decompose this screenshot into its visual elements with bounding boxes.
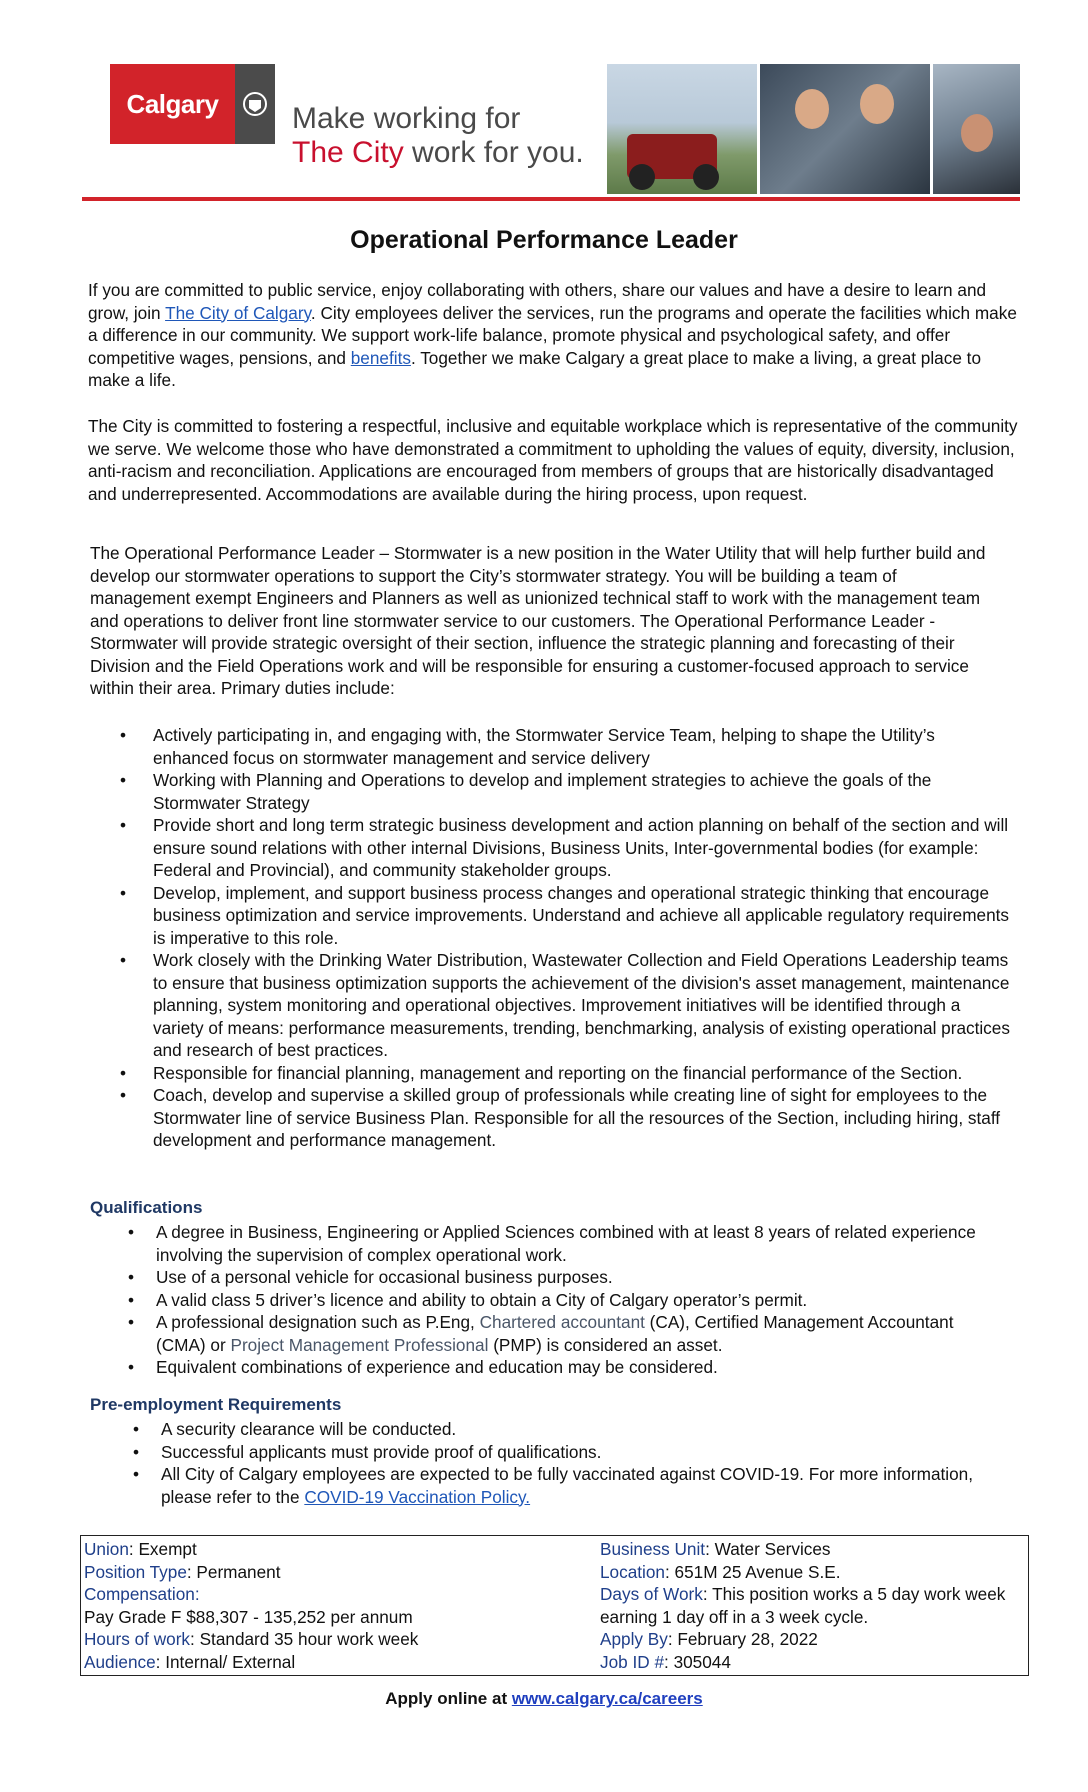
location-row bbox=[600, 1561, 1025, 1584]
slogan-rest: work for you. bbox=[403, 136, 584, 169]
employees-photo bbox=[760, 64, 930, 194]
location-value: : 651M 25 Avenue S.E. bbox=[664, 1561, 841, 1582]
list-item: • Responsible for financial planning, management and reporting on the financial performance of the Section. bbox=[88, 1062, 1013, 1085]
duties-list bbox=[88, 724, 1013, 1152]
list-item: • Working with Planning and Operations to develop and implement strategies to achieve the goals of the Stormwater Strategy bbox=[88, 769, 1013, 814]
slogan-red: The City bbox=[292, 136, 404, 169]
pre-employment-list bbox=[161, 1418, 1001, 1508]
audience-row bbox=[84, 1651, 594, 1674]
calgary-logo bbox=[110, 64, 235, 144]
days-value: : This position works a 5 day work week earning 1 day off in a 3 week cycle. bbox=[600, 1584, 1006, 1627]
list-item: • Provide short and long term strategic business development and action planning on behalf of the section and will ensure sound relations with other internal Divisions, Business Units, Inter-governmental bodies (for example: Federal and Provincial), and community stakeholder groups. bbox=[88, 814, 1013, 882]
banner-divider bbox=[82, 197, 1020, 201]
union-label: Union bbox=[84, 1539, 129, 1559]
list-item: • Work closely with the Drinking Water Distribution, Wastewater Collection and Field Operations Leadership teams to ensure that business optimization supports the achievement of the division's asset management, maintenance planning, system monitoring and operational objectives. Improvement initiatives will be identified through a variety of means: performance measurements, trending, benchmarking, analysis of existing operational practices and research of best practices. bbox=[88, 949, 1013, 1062]
qualifications-heading: Qualifications bbox=[90, 1198, 203, 1217]
position-type-row bbox=[84, 1561, 594, 1584]
q4-text-b: Chartered accountant bbox=[479, 1312, 645, 1332]
description-paragraph: The Operational Performance Leader – Stormwater is a new position in the Water Utility that will help further build and develop our stormwater operations to support the City’s stormwater strategy. You will be building a team of management exempt Engineers and Planners as well as unionized technical staff to work with the management team and operations to deliver front line stormwater service to our customers. The Operational Performance Leader - Stormwater will provide strategic oversight of their section, influence the strategic planning and forecasting of their Division and the Field Operations work and will be responsible for ensuring a customer-focused approach to service within their area. Primary duties include: bbox=[90, 543, 986, 698]
header-banner bbox=[82, 62, 1020, 200]
compensation-value: Pay Grade F $88,307 - 135,252 per annum bbox=[84, 1606, 413, 1627]
hours-row bbox=[84, 1628, 594, 1651]
union-row bbox=[84, 1538, 594, 1561]
careers-link[interactable]: www.calgary.ca/careers bbox=[511, 1689, 703, 1708]
location-label: Location bbox=[600, 1561, 665, 1582]
list-item: • A degree in Business, Engineering or Applied Sciences combined with at least 8 years of related experience involving the supervision of complex operational work. bbox=[156, 1221, 1006, 1266]
intro-text-2: . City employees deliver the services, run the programs and operate the facilities which make a difference in our community. We support work-life balance, promote physical and psychological safety, and offer competitive wages, pensions, and bbox=[88, 302, 1017, 368]
city-crest-icon bbox=[235, 64, 275, 144]
apply-online bbox=[0, 1689, 1088, 1709]
hours-value: : Standard 35 hour work week bbox=[190, 1629, 419, 1649]
covid-policy-link[interactable]: COVID-19 Vaccination Policy. bbox=[304, 1486, 531, 1507]
intro-text-1: If you are committed to public service, enjoy collaborating with others, share our values and have a desire to learn and grow, join bbox=[88, 280, 987, 323]
logo-text: Calgary bbox=[126, 88, 219, 119]
banner-photos bbox=[607, 64, 1020, 194]
q4-text-d: Project Management Professional bbox=[230, 1334, 489, 1355]
intro-text-3: . Together we make Calgary a great place to make a living, a great place to make a life. bbox=[88, 347, 982, 390]
business-unit-row bbox=[600, 1538, 1025, 1561]
city-of-calgary-link[interactable]: The City of Calgary bbox=[165, 302, 311, 323]
mower-photo bbox=[607, 64, 757, 194]
slogan-line2 bbox=[292, 136, 584, 170]
apply-by-label: Apply By bbox=[600, 1629, 668, 1649]
apply-text: Apply online at bbox=[385, 1689, 512, 1708]
list-item: • Actively participating in, and engaging with, the Stormwater Service Team, helping to shape the Utility’s enhanced focus on stormwater management and service delivery bbox=[88, 724, 1013, 769]
info-left-column bbox=[81, 1536, 598, 1676]
compensation-label: Compensation bbox=[84, 1584, 195, 1604]
union-value: : Exempt bbox=[128, 1539, 197, 1559]
list-item: • Coach, develop and supervise a skilled group of professionals while creating line of sight for employees to the Stormwater line of service Business Plan. Responsible for all the resources of the Section, including hiring, staff development and performance management. bbox=[88, 1084, 1013, 1152]
list-item: • A security clearance will be conducted. bbox=[161, 1418, 1001, 1441]
list-item: • Develop, implement, and support business process changes and operational strategic thinking that encourage business optimization and service improvements. Understand and achieve all applicable regulatory requirements is imperative to this role. bbox=[88, 882, 1013, 950]
days-row bbox=[600, 1583, 1025, 1628]
list-item: • Use of a personal vehicle for occasional business purposes. bbox=[156, 1266, 1006, 1289]
days-label: Days of Work bbox=[600, 1584, 703, 1604]
list-item bbox=[161, 1463, 1001, 1508]
business-unit-label: Business Unit bbox=[600, 1539, 706, 1559]
apply-by-value: : February 28, 2022 bbox=[667, 1629, 818, 1649]
list-item: • Equivalent combinations of experience and education may be considered. bbox=[156, 1356, 1006, 1379]
job-id-label: Job ID # bbox=[600, 1651, 665, 1672]
hours-label: Hours of work bbox=[84, 1629, 191, 1649]
slogan-line1: Make working for bbox=[292, 102, 521, 135]
audience-label: Audience bbox=[84, 1651, 156, 1672]
list-item bbox=[156, 1311, 1006, 1356]
info-right-column bbox=[597, 1536, 1029, 1676]
benefits-link[interactable]: benefits bbox=[350, 347, 411, 368]
diversity-paragraph: The City is committed to fostering a respectful, inclusive and equitable workplace which is representative of the community we serve. We welcome those who have demonstrated a commitment to upholding the values of equity, diversity, inclusion, anti-racism and reconciliation. Applications are encouraged from members of groups that are historically disadvantaged and underrepresented. Accommodations are available during the hiring process, upon request. bbox=[88, 416, 1018, 504]
intro-paragraph bbox=[88, 279, 1023, 392]
page-title: Operational Performance Leader bbox=[350, 226, 738, 254]
position-type-label: Position Type bbox=[84, 1561, 187, 1582]
job-info-table bbox=[80, 1535, 1029, 1676]
position-type-value: : Permanent bbox=[186, 1561, 281, 1582]
qualifications-list bbox=[156, 1221, 1006, 1379]
business-unit-value: : Water Services bbox=[705, 1539, 831, 1559]
q4-text-c: (CA), Certified Management Accountant (CMA) or bbox=[156, 1312, 954, 1355]
compensation-colon: : bbox=[194, 1584, 200, 1604]
driver-photo bbox=[933, 64, 1020, 194]
audience-value: : Internal/ External bbox=[155, 1651, 296, 1672]
q4-text-a: A professional designation such as P.Eng, bbox=[156, 1312, 480, 1332]
list-item: • A valid class 5 driver’s licence and ability to obtain a City of Calgary operator’s permit. bbox=[156, 1289, 1006, 1312]
p3-text: All City of Calgary employees are expected to be fully vaccinated against COVID-19. For more information, please refer to the bbox=[161, 1464, 974, 1507]
job-id-value: : 305044 bbox=[664, 1651, 731, 1672]
slogan bbox=[292, 102, 584, 170]
apply-by-row bbox=[600, 1628, 1025, 1651]
compensation-row bbox=[84, 1583, 594, 1606]
pre-employment-heading: Pre-employment Requirements bbox=[90, 1395, 342, 1414]
job-id-row bbox=[600, 1651, 1025, 1674]
list-item: • Successful applicants must provide proof of qualifications. bbox=[161, 1441, 1001, 1464]
q4-text-e: (PMP) is considered an asset. bbox=[488, 1334, 723, 1355]
